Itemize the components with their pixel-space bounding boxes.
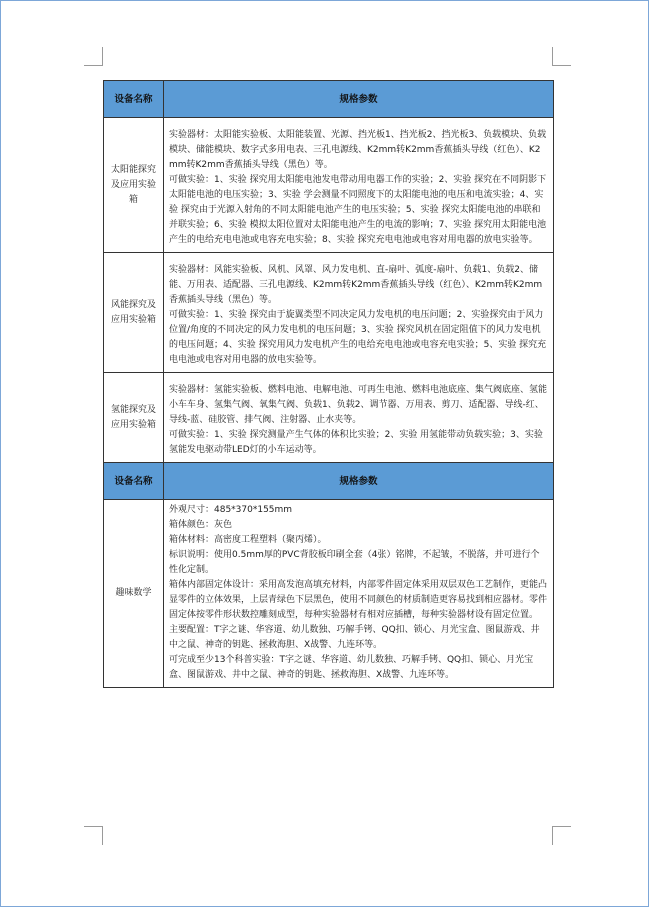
table-row: [104, 118, 554, 253]
crop-mark-top-left-h: [84, 65, 103, 66]
crop-mark-bottom-left-h: [84, 826, 103, 827]
spec-paragraph: 实验器材：太阳能实验板、太阳能装置、光源、挡光板1、挡光板2、挡光板3、负载模块、负载模块、储能模块、数字式多用电表、三孔电源线、K2mm转K2mm香蕉插头导线（红色）、K2mm转K2mm香蕉插头导线（黑色）等。: [169, 130, 547, 170]
table-row: [104, 373, 554, 463]
table-row: [104, 500, 554, 688]
spec-paragraph: 可做实验：1、实验 探究用太阳能电池发电带动用电器工作的实验；2、实验 探究在不同阴影下太阳能电池的电压实验；3、实验 学会测量不同照度下的太阳能电池的电压和电流实验；4、实验 探究由于光源入射角的不同太阳能电池产生的电压实验；5、实验 探究太阳能电池的串联和并联实验；6、实验 模拟太阳位置对太阳能电池产生的电流的影响；7、实验 探究用太阳能电池产生的电给充电电池或电容充电实验；8、实验 探究充电电池或电容对用电器的放电实验等。: [169, 175, 547, 245]
device-name-cell: 风能探究及应用实验箱: [104, 253, 164, 373]
crop-mark-top-right-h: [552, 65, 571, 66]
spec-paragraph: 实验器材：风能实验板、风机、风罩、风力发电机、直-扇叶、弧度-扇叶、负载1、负载2、储能、万用表、适配器、三孔电源线、K2mm转K2mm香蕉插头导线（红色）、K2mm转K2mm香蕉插头导线（黑色）等。: [169, 265, 543, 305]
header-spec-params: 规格参数: [164, 81, 554, 118]
header-spec-params: 规格参数: [164, 463, 554, 500]
device-name-cell: 氢能探究及应用实验箱: [104, 373, 164, 463]
spec-paragraph: 可做实验：1、实验 探究测量产生气体的体积比实验；2、实验 用氢能带动负载实验；3、实验 氢能发电驱动带LED灯的小车运动等。: [169, 430, 543, 455]
crop-mark-bottom-left-v: [102, 826, 103, 845]
table-header-row: [104, 463, 554, 500]
spec-paragraph: 外观尺寸：485*370*155mm: [169, 505, 293, 515]
header-device-name: 设备名称: [104, 463, 164, 500]
spec-cell: [164, 253, 554, 373]
crop-mark-top-left-v: [102, 47, 103, 66]
spec-paragraph: 箱体内部固定体设计：采用高发泡高填充材料，内部零件固定体采用双层双色工艺制作，更能凸显零件的立体效果，上层青绿色下层黑色，使用不同颜色的材质制造更容易找到相应器材。零件固定体按零件形状数控雕刻成型，每种实验器材有相对应插槽，每种实验器材设有固定位置。: [169, 580, 548, 620]
device-name-cell: 趣味数学: [104, 500, 164, 688]
spec-cell: [164, 373, 554, 463]
spec-paragraph: 标识说明：使用0.5mm厚的PVC背胶板印刷全套（4张）铭牌，不起皱，不脱落，并可进行个性化定制。: [169, 550, 540, 575]
device-name-cell: 太阳能探究及应用实验箱: [104, 118, 164, 253]
spec-paragraph: 可完成至少13个科普实验：T字之谜、华容道、幼儿数独、巧解手铐、QQ扣、锁心、月光宝盒、图鼠游戏、井中之鼠、神奇的钥匙、拯救海胆、X战警、九连环等。: [169, 655, 534, 680]
spec-paragraph: 可做实验：1、实验 探究由于旋翼类型不同决定风力发电机的电压问题；2、实验探究由于风力位置/角度的不同决定的风力发电机的电压问题；3、实验 探究风机在固定阻值下的风力发电机的电压问题；4、实验 探究用风力发电机产生的电给充电电池或电容充电实验；5、实验 探究充电电池或电容对用电器的放电实验等。: [169, 310, 547, 365]
spec-table: [103, 80, 554, 688]
spec-paragraph: 箱体材料：高密度工程塑料（聚丙烯）。: [169, 535, 327, 545]
table-header-row: [104, 81, 554, 118]
crop-mark-bottom-right-v: [552, 826, 553, 845]
spec-paragraph: 主要配置：T字之谜、华容道、幼儿数独、巧解手铐、QQ扣、锁心、月光宝盒、图鼠游戏、井中之鼠、神奇的钥匙、拯救海胆、X战警、九连环等。: [169, 625, 540, 650]
header-device-name: 设备名称: [104, 81, 164, 118]
spec-cell: [164, 500, 554, 688]
crop-mark-top-right-v: [552, 47, 553, 66]
spec-paragraph: 箱体颜色：灰色: [169, 520, 233, 530]
spec-cell: [164, 118, 554, 253]
crop-mark-bottom-right-h: [552, 826, 571, 827]
spec-paragraph: 实验器材：氢能实验板、燃料电池、电解电池、可再生电池、燃料电池底座、集气阀底座、氢能小车车身、氢集气阀、氧集气阀、负载1、负载2、调节器、万用表、剪刀、适配器、导线-红、导线-蓝、硅胶管、排气阀、注射器、止水夹等。: [169, 385, 548, 425]
table-row: [104, 253, 554, 373]
